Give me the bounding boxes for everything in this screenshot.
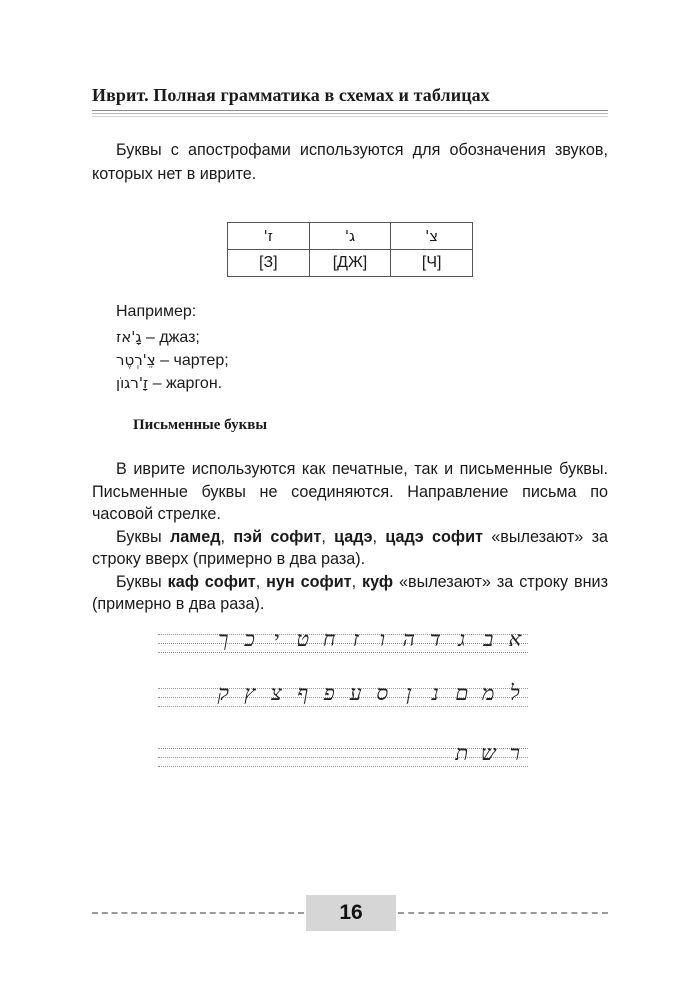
list-item <box>116 349 229 372</box>
body-paragraph: В иврите используются как печатные, так и письменные буквы. Письменные буквы не соединяются. Направление письма по часовой стрелке. <box>92 460 608 523</box>
script-letter: ת <box>455 741 469 765</box>
table-cell-sound: [З] <box>228 250 310 277</box>
example-hebrew-word: צֵ'רְטֶר <box>116 351 156 369</box>
script-letter: ם <box>455 681 469 705</box>
script-letters <box>449 728 529 768</box>
script-letter: ז <box>352 627 359 651</box>
header-rule <box>92 116 608 117</box>
table-cell-sound: [Ч] <box>391 250 473 277</box>
script-letters-row <box>158 627 528 654</box>
examples-label: Например: <box>116 303 197 320</box>
script-letters-row <box>158 681 528 708</box>
script-letters-row <box>158 741 528 768</box>
script-letter: ף <box>297 681 309 705</box>
script-letters <box>210 614 528 654</box>
header-rule <box>92 110 608 111</box>
table-cell-sound: [ДЖ] <box>309 250 391 277</box>
example-translation: – джаз; <box>145 329 200 346</box>
script-letter: כ <box>244 627 255 651</box>
list-item <box>116 326 229 349</box>
script-letter: ש <box>480 741 496 765</box>
body-text <box>92 458 608 616</box>
table-cell-letter: צ' <box>391 223 473 250</box>
section-heading: Письменные буквы <box>133 417 268 433</box>
list-item <box>116 372 229 395</box>
script-letter: פ <box>323 681 335 705</box>
table-row <box>228 250 473 277</box>
example-hebrew-word: גָ'אז <box>116 328 142 346</box>
footer-dashed-line <box>92 912 304 914</box>
script-letter: א <box>508 627 522 651</box>
examples-list <box>116 326 229 395</box>
footer-dashed-line <box>398 912 608 914</box>
script-letter: ט <box>296 627 310 651</box>
page-number: 16 <box>306 895 396 931</box>
script-letter: ו <box>379 627 385 651</box>
script-letters <box>210 668 528 708</box>
script-letter: ג <box>458 627 466 651</box>
script-letter: ב <box>483 627 494 651</box>
script-letter: ע <box>349 681 362 705</box>
header-rule <box>92 113 608 114</box>
script-letter: ד <box>429 627 441 651</box>
apostrophe-letters-table <box>227 222 473 277</box>
script-letter: ץ <box>244 681 256 705</box>
table-cell-letter: ג' <box>309 223 391 250</box>
script-letter: ך <box>218 627 229 651</box>
table-cell-letter: ז' <box>228 223 310 250</box>
script-letter: נ <box>431 681 439 705</box>
example-translation: – жаргон. <box>152 375 223 392</box>
body-paragraph: Буквы каф софит, нун софит, куф «вылезают» за строку вниз (примерно в два раза). <box>92 572 608 613</box>
script-letter: ר <box>509 741 520 765</box>
body-paragraph: Буквы ламед, пэй софит, цадэ, цадэ софит «вылезают» за строку вверх (примерно в два раза). <box>92 527 608 568</box>
script-letter: מ <box>482 681 495 705</box>
table-row <box>228 223 473 250</box>
script-letter: צ <box>270 681 282 705</box>
example-hebrew-word: זָ'רגוֹן <box>116 374 149 392</box>
script-letter: ה <box>402 627 415 651</box>
script-letter: ק <box>217 681 229 705</box>
script-letter: י <box>273 627 279 651</box>
running-header-title: Иврит. Полная грамматика в схемах и таблицах <box>92 85 490 105</box>
script-letter: ח <box>323 627 336 651</box>
script-letter: ל <box>509 681 520 705</box>
script-letter: ן <box>406 681 412 705</box>
example-translation: – чартер; <box>160 352 229 369</box>
intro-paragraph: Буквы с апострофами используются для обозначения звуков, которых нет в иврите. <box>92 141 608 183</box>
script-letter: ס <box>376 681 389 705</box>
